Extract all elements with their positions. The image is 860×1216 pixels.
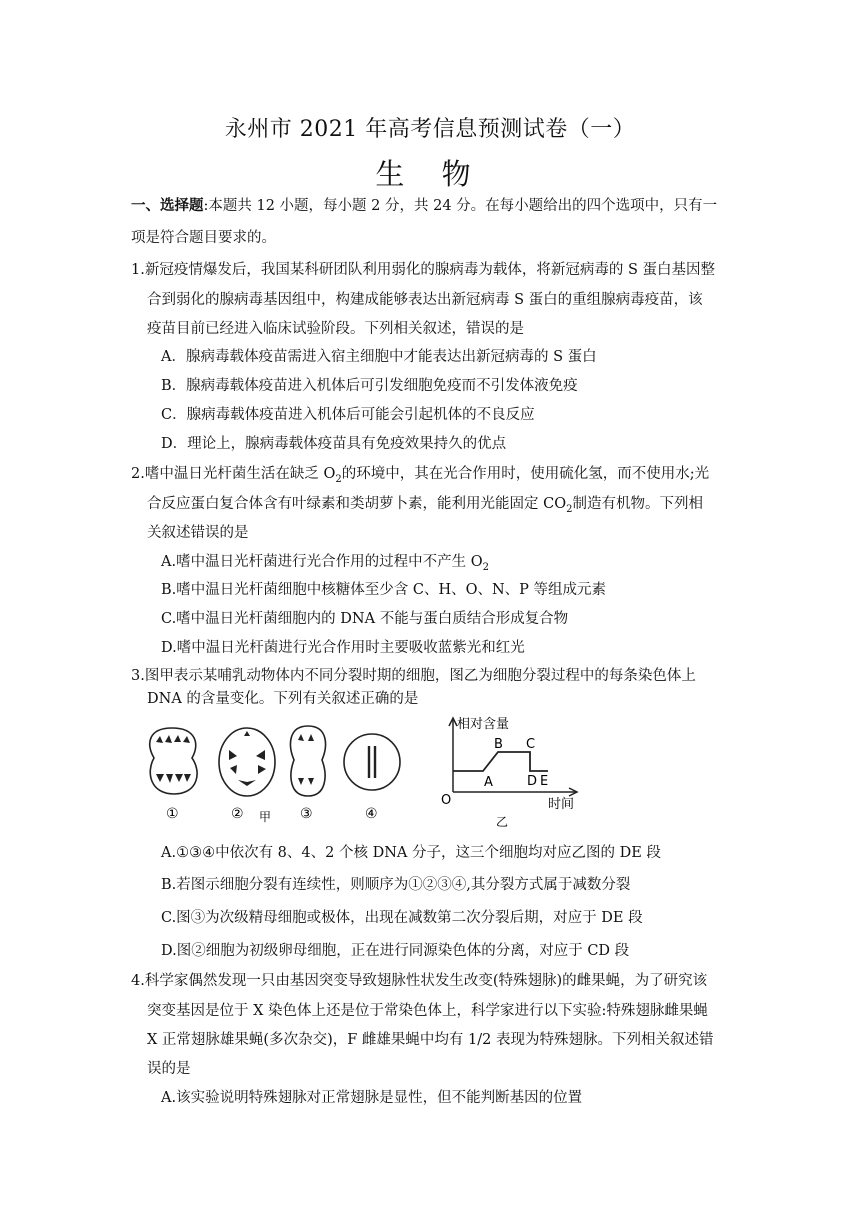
q4-stem-line2: 突变基因是位于 X 染色体上还是位于常染色体上，科学家进行以下实验:特殊翅脉雌果蝇 [147, 1003, 708, 1019]
figure-yi-caption: 乙 [496, 815, 509, 829]
section-heading: 一、选择题 [131, 197, 204, 214]
subject-title: 生 物 [375, 157, 485, 191]
figure-yi-origin: O [441, 793, 452, 808]
q1-stem-line2: 合到弱化的腺病毒基因组中，构建成能够表达出新冠病毒 S 蛋白的重组腺病毒疫苗，该 [147, 292, 703, 308]
q2-stem-line1-sub: 2 [335, 473, 342, 485]
cell-label-2: ② [231, 806, 244, 822]
cell-label-3: ③ [300, 806, 313, 822]
point-b-label: B [494, 737, 503, 752]
section-intro [131, 196, 717, 216]
q1-stem-line3: 疫苗目前已经进入临床试验阶段。下列相关叙述，错误的是 [147, 321, 524, 337]
figure-jia-caption: 甲 [259, 810, 272, 824]
q2-stem-line2-sub: 2 [566, 503, 573, 515]
q2-option-a-text: A.嗜中温日光杆菌进行光合作用的过程中不产生 O [161, 554, 483, 570]
figure-yi [436, 712, 586, 832]
q4-stem-line4: 误的是 [147, 1061, 191, 1077]
cell-label-4: ④ [365, 806, 378, 822]
figure-jia [140, 722, 420, 824]
q2-option-c: C.嗜中温日光杆菌细胞内的 DNA 不能与蛋白质结合形成复合物 [161, 611, 569, 627]
q2-stem-line1-b: 的环境中，其在光合作用时，使用硫化氢，而不使用水;光 [341, 466, 710, 482]
point-e-label: E [540, 774, 549, 789]
q2-stem-line2-a: 合反应蛋白复合体含有叶绿素和类胡萝卜素，能利用光能固定 CO [147, 496, 567, 512]
dna-content-curve [453, 752, 548, 771]
q2-stem-line1-a: 2.嗜中温日光杆菌生活在缺乏 O [131, 466, 336, 482]
figure-yi-ylabel: 相对含量 [457, 717, 510, 732]
q2-option-a-sub: 2 [482, 561, 489, 573]
q1-option-c: C．腺病毒载体疫苗进入机体后可能会引起机体的不良反应 [161, 407, 535, 423]
section-intro-line1: :本题共 12 小题，每小题 2 分，共 24 分。在每小题给出的四个选项中，只有一 [203, 198, 718, 214]
point-a-label: A [484, 775, 493, 790]
cell-1-diagram [150, 728, 197, 794]
section-intro-line2: 项是符合题目要求的。 [131, 230, 276, 246]
q2-option-b: B.嗜中温日光杆菌细胞中核糖体至少含 C、H、O、N、P 等组成元素 [161, 582, 607, 598]
q2-option-d: D.嗜中温日光杆菌进行光合作用时主要吸收蓝紫光和红光 [161, 640, 525, 656]
q4-stem-line3: X 正常翅脉雄果蝇(多次杂交)，F 雌雄果蝇中均有 1/2 表现为特殊翅脉。下列相关叙述错 [147, 1032, 714, 1048]
q2-option-a [161, 552, 489, 578]
q3-stem-line1: 3.图甲表示某哺乳动物体内不同分裂时期的细胞，图乙为细胞分裂过程中的每条染色体上 [131, 668, 696, 684]
cell-label-1: ① [166, 806, 179, 822]
q3-option-a: A.①③④中依次有 8、4、2 个核 DNA 分子，这三个细胞均对应乙图的 DE 段 [161, 845, 661, 861]
cell-2-diagram [219, 728, 275, 796]
exam-title: 永州市 2021 年高考信息预测试卷（一） [224, 117, 636, 142]
q1-option-d: D．理论上，腺病毒载体疫苗具有免疫效果持久的优点 [161, 436, 507, 452]
cell-4-diagram [344, 734, 400, 790]
q1-option-b: B．腺病毒载体疫苗进入机体后可引发细胞免疫而不引发体液免疫 [161, 378, 578, 394]
figure-yi-xlabel: 时间 [548, 797, 575, 812]
cell-3-diagram [291, 726, 326, 796]
q1-stem-line1: 1.新冠疫情爆发后，我国某科研团队利用弱化的腺病毒为载体，将新冠病毒的 S 蛋白基因整 [131, 262, 715, 278]
q1-option-a: A．腺病毒载体疫苗需进入宿主细胞中才能表达出新冠病毒的 S 蛋白 [161, 349, 597, 365]
point-d-label: D [527, 774, 538, 789]
q3-option-c: C.图③为次级精母细胞或极体，出现在减数第二次分裂后期，对应于 DE 段 [161, 910, 643, 926]
q3-stem-line2: DNA 的含量变化。下列有关叙述正确的是 [147, 691, 419, 707]
q3-option-d: D.图②细胞为初级卵母细胞，正在进行同源染色体的分离，对应于 CD 段 [161, 943, 630, 959]
q2-stem-line3: 关叙述错误的是 [147, 525, 249, 541]
q2-stem-line1 [131, 464, 709, 490]
q2-stem-line2 [147, 494, 703, 520]
point-c-label: C [526, 737, 536, 752]
q4-stem-line1: 4.科学家偶然发现一只由基因突变导致翅脉性状发生改变(特殊翅脉)的雌果蝇，为了研究该 [131, 973, 708, 989]
q4-option-a: A.该实验说明特殊翅脉对正常翅脉是显性，但不能判断基因的位置 [161, 1090, 583, 1106]
q2-stem-line2-b: 制造有机物。下列相 [572, 496, 703, 512]
q3-option-b: B.若图示细胞分裂有连续性，则顺序为①②③④,其分裂方式属于减数分裂 [161, 877, 631, 893]
